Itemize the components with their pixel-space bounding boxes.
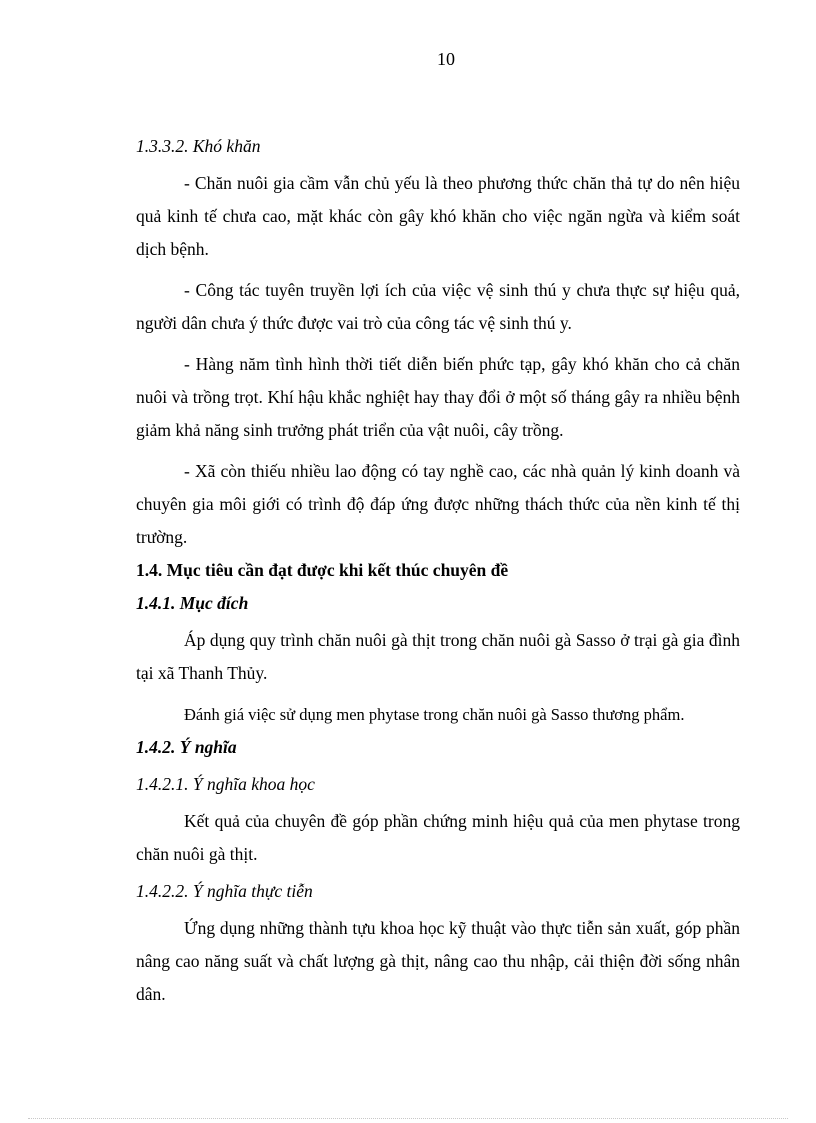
page-number: 10: [437, 49, 455, 69]
paragraph: Kết quả của chuyên đề góp phần chứng minh hiệu quả của men phytase trong chăn nuôi gà thịt.: [136, 811, 740, 864]
paragraph: - Chăn nuôi gia cầm vẫn chủ yếu là theo phương thức chăn thả tự do nên hiệu quả kinh tế chưa cao, mặt khác còn gây khó khăn cho việc ngăn ngừa và kiểm soát dịch bệnh.: [136, 173, 740, 259]
heading-1-4-2-2: 1.4.2.2. Ý nghĩa thực tiễn: [136, 881, 313, 901]
heading-1-4-2: 1.4.2. Ý nghĩa: [136, 737, 237, 757]
document-body: [136, 130, 740, 1011]
paragraph: - Hàng năm tình hình thời tiết diễn biến phức tạp, gây khó khăn cho cả chăn nuôi và trồng trọt. Khí hậu khắc nghiệt hay thay đổi ở một số tháng gây ra nhiều bệnh giảm khả năng sinh trưởng phát triển của vật nuôi, cây trồng.: [136, 354, 740, 440]
heading-1-4-1: 1.4.1. Mục đích: [136, 593, 249, 613]
paragraph: Ứng dụng những thành tựu khoa học kỹ thuật vào thực tiễn sản xuất, góp phần nâng cao năng suất và chất lượng gà thịt, nâng cao thu nhập, cải thiện đời sống nhân dân.: [136, 918, 740, 1004]
page-bottom-rule: [28, 1118, 788, 1119]
heading-1-4: 1.4. Mục tiêu cần đạt được khi kết thúc chuyên đề: [136, 560, 509, 580]
heading-1-4-2-1: 1.4.2.1. Ý nghĩa khoa học: [136, 774, 315, 794]
paragraph: - Công tác tuyên truyền lợi ích của việc vệ sinh thú y chưa thực sự hiệu quả, người dân chưa ý thức được vai trò của công tác vệ sinh thú y.: [136, 280, 740, 333]
heading-1-3-3-2: 1.3.3.2. Khó khăn: [136, 136, 261, 156]
paragraph: Đánh giá việc sử dụng men phytase trong chăn nuôi gà Sasso thương phẩm.: [184, 705, 685, 724]
paragraph: Áp dụng quy trình chăn nuôi gà thịt trong chăn nuôi gà Sasso ở trại gà gia đình tại xã Thanh Thủy.: [136, 630, 740, 683]
paragraph: - Xã còn thiếu nhiều lao động có tay nghề cao, các nhà quản lý kinh doanh và chuyên gia môi giới có trình độ đáp ứng được những thách thức của nền kinh tế thị trường.: [136, 461, 740, 547]
